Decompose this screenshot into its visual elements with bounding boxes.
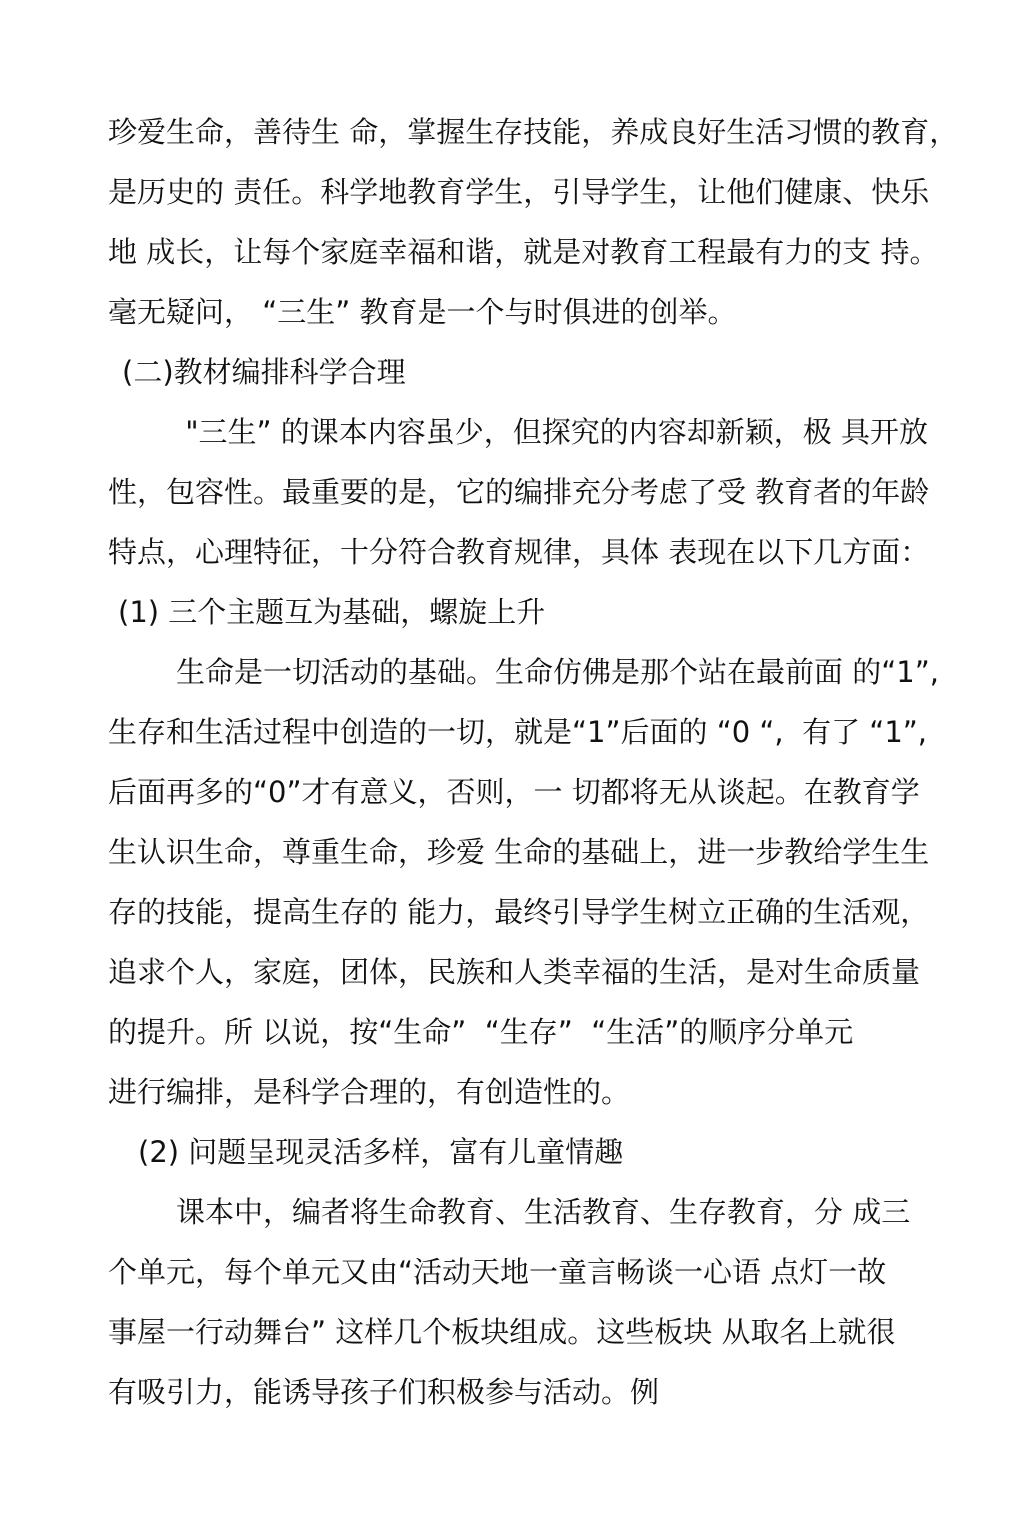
- paragraph-line: 特点，心理特征，十分符合教育规律，具体 表现在以下几方面：: [108, 535, 930, 569]
- paragraph-line: "三生” 的课本内容虽少，但探究的内容却新颖，极 具开放: [176, 415, 929, 449]
- paragraph-line: 生存和生活过程中创造的一切，就是“1”后面的 “0 “, 有了 “1”,: [108, 715, 928, 749]
- paragraph-line: 后面再多的“0”才有意义，否则，一 切都将无从谈起。在教育学: [108, 775, 920, 809]
- paragraph-line: 毫无疑问， “三生” 教育是一个与时俱进的创举。: [108, 295, 737, 329]
- paragraph-line: 的提升。所 以说，按“生命” “生存” “生活”的顺序分单元: [108, 1015, 854, 1049]
- subsection-heading: (2) 问题呈现灵活多样，富有儿童情趣: [138, 1135, 624, 1169]
- paragraph-line: 生认识生命，尊重生命，珍爱 生命的基础上，进一步教给学生生: [108, 835, 930, 869]
- subsection-heading: (1) 三个主题互为基础，螺旋上升: [118, 595, 546, 629]
- paragraph-line: 个单元，每个单元又由“活动天地一童言畅谈一心语 点灯一故: [108, 1255, 887, 1289]
- paragraph-line: 进行编排，是科学合理的，有创造性的。: [108, 1075, 631, 1109]
- paragraph-line: 有吸引力，能诱导孩子们积极参与活动。例: [108, 1375, 660, 1409]
- paragraph-line: 课本中，编者将生命教育、生活教育、生存教育，分 成三: [176, 1195, 911, 1229]
- paragraph-line: 生命是一切活动的基础。生命仿佛是那个站在最前面 的“1”,: [176, 655, 939, 689]
- paragraph-line: 珍爱生命，善待生 命，掌握生存技能，养成良好生活习惯的教育，: [108, 115, 959, 149]
- paragraph-line: 存的技能，提高生存的 能力，最终引导学生树立正确的生活观，: [108, 895, 930, 929]
- section-heading: (二)教材编排科学合理: [122, 355, 406, 389]
- paragraph-line: 事屋一行动舞台” 这样几个板块组成。这些板块 从取名上就很: [108, 1315, 896, 1349]
- paragraph-line: 追求个人，家庭，团体，民族和人类幸福的生活，是对生命质量: [108, 955, 921, 989]
- paragraph-line: 性，包容性。最重要的是，它的编排充分考虑了受 教育者的年龄: [108, 475, 930, 509]
- paragraph-line: 是历史的 责任。科学地教育学生，引导学生，让他们健康、快乐: [108, 175, 930, 209]
- paragraph-line: 地 成长，让每个家庭幸福和谐，就是对教育工程最有力的支 持。: [108, 235, 939, 269]
